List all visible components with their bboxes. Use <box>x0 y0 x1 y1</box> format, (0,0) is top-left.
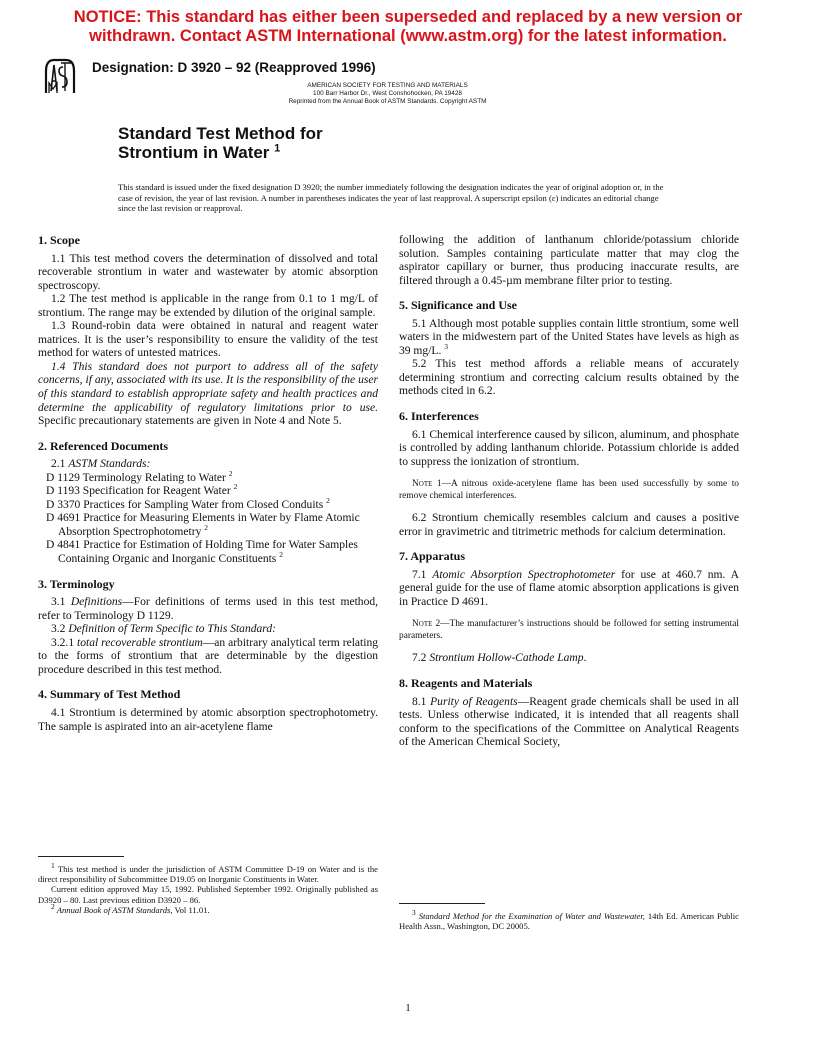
title-line-2: Strontium in Water $^1$ <box>118 142 281 162</box>
reference-d1129: D 1129 Terminology Relating to Water $^2$ <box>46 468 233 484</box>
right-column <box>399 234 739 750</box>
paragraph-5-2: 5.2 This test method affords a reliable means of accurately determining strontium and correcting calcium results obtained by the methods cited in 6.2. <box>399 358 739 398</box>
section-heading-interferences: 6. Interferences <box>399 409 479 424</box>
paragraph-1-2: 1.2 The test method is applicable in the range from 0.1 to 1 mg/L of strontium. The range may be extended by dilution of the original sample. <box>38 293 378 319</box>
paragraph-6-1: 6.1 Chemical interference caused by silicon, aluminum, and phosphate is controlled by adding lanthanum chloride. Potassium chloride is added to suppress the ionization of strontium. <box>399 428 739 468</box>
reference-d4841: D 4841 Practice for Estimation of Holding Time for Water Samples Containing Organic and Inorganic Constituents $^2$ <box>46 539 358 566</box>
org-address: 100 Barr Harbor Dr., West Conshohocken, PA 19428 <box>313 90 462 97</box>
left-column <box>38 234 378 734</box>
section-heading-terminology: 3. Terminology <box>38 576 115 591</box>
section-heading-summary: 4. Summary of Test Method <box>38 687 181 702</box>
footnote-2: $^2$ Annual Book of ASTM Standards, Vol 11.01. <box>51 901 210 915</box>
footnote-rule-left <box>38 856 124 857</box>
note-2: Note 2—The manufacturer’s instructions should be followed for setting instrumental parameters. <box>399 619 739 641</box>
footnotes-right <box>399 908 739 932</box>
reprint-note: Reprinted from the Annual Book of ASTM Standards. Copyright ASTM <box>288 98 487 105</box>
paragraph-4-1: 4.1 Strontium is determined by atomic absorption spectrophotometry. The sample is aspirated into an air-acetylene flame <box>38 706 378 733</box>
paragraph-7-1: 7.1 Atomic Absorption Spectrophotometer for use at 460.7 nm. A general guide for the use of flame atomic absorption applications is given in Practice D 4691. <box>399 568 739 608</box>
issuance-statement: This standard is issued under the fixed designation D 3920; the number immediately following the designation indicates the year of original adoption or, in the case of revision, the year of last revision. A number in parentheses indicates the year of last reapproval. A superscript epsilon (ε) indicates an editorial change since the last revision or reapproval. <box>118 182 664 213</box>
section-heading-reagents: 8. Reagents and Materials <box>399 676 533 691</box>
footnote-3: $^3$ Standard Method for the Examination of Water and Wastewater, 14th Ed. American Public Health Assn., Washington, DC 20005. <box>399 908 739 932</box>
designation: Designation: D 3920 – 92 (Reapproved 1996) <box>92 60 376 75</box>
note-1: Note 1—A nitrous oxide-acetylene flame has been used successfully by some to remove chemical interferences. <box>399 479 739 501</box>
reference-d4691: D 4691 Practice for Measuring Elements in Water by Flame Atomic Absorption Spectrophotometry $^2$ <box>46 512 360 538</box>
paragraph-8-1: 8.1 Purity of Reagents—Reagent grade chemicals shall be used in all tests. Unless otherwise indicated, it is intended that all reagents shall conform to the specifications of the Committee on Analytical Reagents of the American Chemical Society, <box>399 695 739 749</box>
notice-line-1: NOTICE: This standard has either been superseded and replaced by a new version or <box>73 8 743 26</box>
paragraph-3-2-1: 3.2.1 total recoverable strontium—an arbitrary analytical term relating to the forms of strontium that are determinable by the digestion procedure described in this test method. <box>38 636 378 676</box>
publisher-info <box>200 82 575 106</box>
paragraph-1-3: 1.3 Round-robin data were obtained in natural and reagent water matrices. It is the user’s responsibility to ensure the validity of the test method for waters of untested matrices. <box>38 320 378 360</box>
paragraph-3-2: 3.2 Definition of Term Specific to This Standard: <box>51 623 276 636</box>
paragraph-1-4: 1.4 This standard does not purport to address all of the safety concerns, if any, associated with its use. It is the responsibility of the user of this standard to establish appropriate safety and health practices and determine the applicability of regulatory limitations prior to use. Specific precautionary statements are given in Note 4 and Note 5. <box>38 360 378 428</box>
paragraph-2-1: 2.1 ASTM Standards: <box>51 458 151 471</box>
footnote-rule-right <box>399 903 485 904</box>
document-title <box>118 124 323 162</box>
reference-d3370: D 3370 Practices for Sampling Water from Closed Conduits $^2$ <box>46 496 330 511</box>
footnote-1-edition: Current edition approved May 15, 1992. Published September 1992. Originally published as D3920 – 80. Last previous edition D3920 – 86. <box>38 884 378 905</box>
org-name: AMERICAN SOCIETY FOR TESTING AND MATERIALS <box>307 82 468 89</box>
paragraph-7-2: 7.2 Strontium Hollow-Cathode Lamp. <box>412 652 587 665</box>
section-heading-significance: 5. Significance and Use <box>399 298 518 313</box>
title-line-1: Standard Test Method for <box>118 124 323 143</box>
astm-logo-icon <box>40 57 80 95</box>
reference-d1193: D 1193 Specification for Reagent Water $^2$ <box>46 482 238 498</box>
paragraph-4-1-continued: following the addition of lanthanum chloride/potassium chloride solution. Samples containing particulate matter that may clog the aspirator capillary or burner, thus producing inaccurate results, are filtered through a 0.45-µm membrane filter prior to testing. <box>399 234 739 287</box>
paragraph-1-1: 1.1 This test method covers the determination of dissolved and total recoverable strontium in water and wastewater by atomic absorption spectroscopy. <box>38 252 378 292</box>
section-heading-apparatus: 7. Apparatus <box>399 549 466 564</box>
footnote-1: $^1$ This test method is under the jurisdiction of ASTM Committee D-19 on Water and is the direct responsibility of Subcommittee D19.05 on Inorganic Constituents in Water. <box>38 861 378 885</box>
section-heading-referenced-documents: 2. Referenced Documents <box>38 438 169 453</box>
page-number: 1 <box>405 1002 411 1014</box>
section-heading-scope: 1. Scope <box>38 233 80 247</box>
paragraph-5-1: 5.1 Although most potable supplies contain little strontium, some well waters in the midwestern part of the United States have levels as high as 39 mg/L. $^3$ <box>399 317 739 357</box>
paragraph-6-2: 6.2 Strontium chemically resembles calcium and causes a positive error in gravimetric and titrimetric methods for calcium determination. <box>399 512 739 538</box>
paragraph-3-1: 3.1 Definitions—For definitions of terms used in this test method, refer to Terminology D 1129. <box>38 596 378 622</box>
title-footnote-mark: 1 <box>274 142 281 155</box>
footnotes-left <box>38 861 378 915</box>
notice-line-2: withdrawn. Contact ASTM International (www.astm.org) for the latest information. <box>89 27 727 45</box>
superseded-notice <box>0 8 816 46</box>
